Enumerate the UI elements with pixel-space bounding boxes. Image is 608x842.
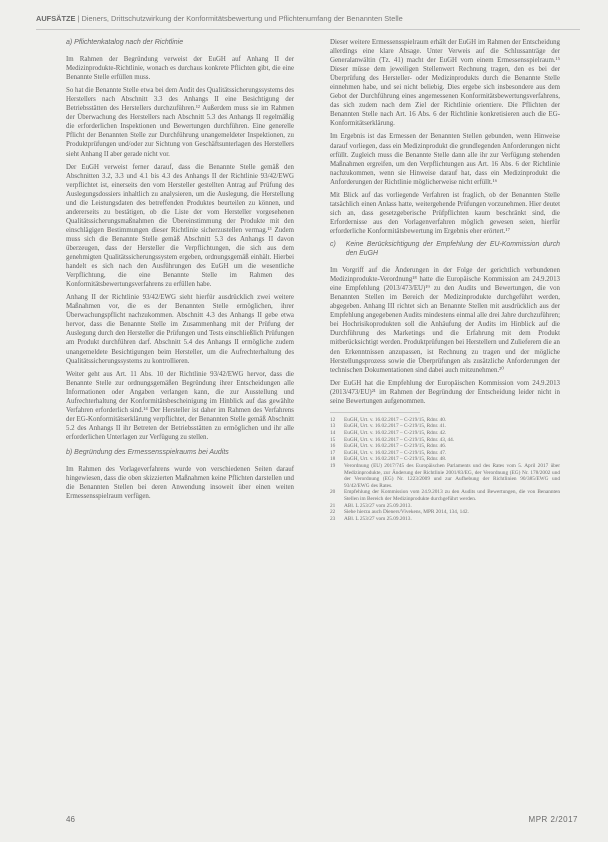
footnote-number: 20 bbox=[330, 489, 336, 496]
section-heading-b: b) Begründung des Ermessensspielraums bei Audits bbox=[66, 448, 229, 456]
right-column bbox=[330, 38, 560, 522]
left-column bbox=[66, 38, 294, 505]
footnote bbox=[330, 443, 560, 450]
journal-label: MPR 2/2017 bbox=[528, 815, 578, 824]
paragraph: Anhang II der Richtlinie 93/42/EWG sieht hierfür ausdrücklich zwei weitere Maßnahmen vor, die es der Benannten Stelle ermöglichen, ihrer Überwachungspflicht nachzukommen. Abschnitt 4.3 des Anhangs II gebe etwa hervor, dass die Benannte Stelle im Zusammenhang mit der Prüfung der Auslegung durch den Hersteller die Prüfungen und Tests einschließlich Prüfungen am Produkt durchführen darf. Abschnitt 5.4 des Anhangs II ermögliche zudem unangemeldete Besichtigungen beim Hersteller, um die Aufrechterhaltung des Qualitätssicherungssystems zu kontrollieren. bbox=[66, 294, 294, 365]
header-rule bbox=[36, 29, 580, 30]
footnote bbox=[330, 503, 560, 510]
paragraph: So hat die Benannte Stelle etwa bei dem Audit des Qualitätssicherungssystems des Herstellers nach Abschnitt 3.3 des Anhangs II eine Besichtigung der Betriebsstätten des Herstellers durchzuführen.¹² Außerdem muss sie im Rahmen der Überwachung des Herstellers nach Abschnitt 5.3 des Anhangs II regelmäßig die erforderlichen Inspektionen und Bewertungen durchführen. Eine generelle Pflicht der Benannten Stelle zur Durchführung unangemeldeter Inspektionen, zu Produktprüfungen und/oder zur Sichtung von Geschäftsunterlagen des Herstellers sieht Anhang II aber gerade nicht vor. bbox=[66, 87, 294, 158]
footnote bbox=[330, 450, 560, 457]
footnote-number: 15 bbox=[330, 436, 336, 443]
paragraph: Der EuGH verweist ferner darauf, dass die Benannte Stelle gemäß den Abschnitten 3.2, 3.3 und 4.1 bis 4.3 des Anhangs II der Richtlinie 93/42/EWG verpflichtet ist, einerseits den vom Hersteller gestellten Antrag auf Prüfung des Auslegungsdossiers inhaltlich zu analysieren, um die Auslegung, die Herstellung und die Leistungsdaten des betreffenden Produktes beurteilen zu können, und andererseits zu bestätigen, ob die Liste der vom Hersteller vorgesehenen Qualitätssicherungsmaßnahmen die Übereinstimmung der Produkte mit den einschlägigen Bestimmungen dieser Richtlinie sicherzustellen vermag.¹³ Zudem muss sich die Benannte Stelle gemäß Abschnitt 5.3 des Anhangs II davon überzeugen, dass der Hersteller die Verpflichtungen, die sich aus dem genehmigten Qualitätssicherungssystem ergeben, ordnungsgemäß einhält. Hierbei handelt es sich nach den Ausführungen des EuGH um die wesentliche Verpflichtung, die eine Benannte Stelle im Rahmen des Konformitätsbewertungsverfahrens zu erfüllen habe. bbox=[66, 163, 294, 289]
paragraph: Weiter geht aus Art. 11 Abs. 10 der Richtlinie 93/42/EWG hervor, dass die Benannte Stelle zur ordnungsgemäßen Begründung ihrer Entscheidungen alle Informationen oder Angaben verlangen kann, die zur Ausstellung und Aufrechterhaltung der Konformitätsbescheinigung im Hinblick auf das gewählte Verfahren erforderlich sind.¹⁴ Der Hersteller ist daher im Rahmen des Verfahrens der EG-Konformitätserklärung verpflichtet, der Benannten Stelle gemäß Abschnitt 5.2 des Anhangs II ihr Betreten der Betriebsstätten zu ermöglichen und ihr alle erforderlichen Unterlagen zur Verfügung zu stellen. bbox=[66, 370, 294, 441]
paragraph: Mit Blick auf das vorliegende Verfahren ist fraglich, ob der Benannten Stelle tatsächlich einen Anlass hatte, weitergehende Prüfungen vorzunehmen. Hier deutet sich an, dass gesetzgeberische Prüfpflichten kaum beschränkt sind, die Erfordernisse aus den Vorlagenverfahren möglich gewesen seien, hierfür erforderliche Konformitätsbewertung im Ergebnis eher erörtert.¹⁷ bbox=[330, 191, 560, 235]
footnote bbox=[330, 489, 560, 502]
footnote-text: EuGH, Urt. v. 16.02.2017 – C-219/15, Rdnr. 40. bbox=[344, 416, 447, 423]
header-section-label: AUFSÄTZE bbox=[36, 14, 76, 23]
footnote-text: EuGH, Urt. v. 16.02.2017 – C-219/15, Rdnr. 48. bbox=[344, 456, 447, 463]
footnote-text: EuGH, Urt. v. 16.02.2017 – C-219/15, Rdnr. 43, 44. bbox=[344, 436, 455, 443]
footnote bbox=[330, 430, 560, 437]
paragraph: Im Rahmen der Begründung verweist der EuGH auf Anhang II der Medizinprodukte-Richtlinie, wonach es durchaus konkrete Pflichten gibt, die eine Benannte Stelle erfüllen muss. bbox=[66, 56, 294, 82]
footnote bbox=[330, 516, 560, 523]
footnote bbox=[330, 417, 560, 424]
paragraph: Im Vorgriff auf die Änderungen in der Folge der gerichtlich verbundenen Medizinprodukte-Verordnung¹⁸ hatte die Europäische Kommission am 24.9.2013 eine Empfehlung (2013/473/EU)¹⁹ zu den Audits und Bewertungen, die von Benannten Stellen im Bereich der Medizinprodukte durchgeführt werden, abgegeben. Anhang III richtet sich an Benannte Stellen mit ausdrücklich aus der Empfehlung angegebenen Audits mindestens einmal alle drei Jahre durchzuführen; bei Hochrisikoprodukten soll die Anhäufung der Audits im Hinblick auf die Durchführung des Marketings und die Erfahrung mit dem Produkt mitberücksichtigt werden. Produktprüfungen bei Herstellern und Zulieferern die an den Erkenntnissen anzupassen, ist Rechnung zu tragen und der mögliche Herstellungsprozess sowie die Überprüfungen als zusätzliche Anforderungen der technischen Dokumentationen sind dabei auch mitzunehmen.²⁰ bbox=[330, 267, 560, 374]
footnote-number: 16 bbox=[330, 443, 336, 450]
header-title: Dieners, Drittschutzwirkung der Konformitätsbewertung und Pflichtenumfang der Benannten Stelle bbox=[81, 14, 403, 23]
section-heading-a: a) Pflichtenkatalog nach der Richtlinie bbox=[66, 39, 184, 46]
footnote-number: 18 bbox=[330, 456, 336, 463]
page-number: 46 bbox=[66, 815, 75, 824]
footnote bbox=[330, 509, 560, 516]
running-header: AUFSÄTZE | Dieners, Drittschutzwirkung der Konformitätsbewertung und Pflichtenumfang der Benannten Stelle bbox=[36, 14, 403, 23]
footnote-rule bbox=[330, 412, 420, 413]
footnotes bbox=[330, 417, 560, 523]
paragraph: Dieser weitere Ermessensspielraum erhält der EuGH im Rahmen der Entscheidung allerdings eine klare Absage. Unter Verweis auf die Schlussanträge der Generalanwältin (Tz. 41) macht der EuGH vorn einem Ermessensspielraum.¹⁵ Dieser müsse dem jeweiligen Stellenwert Rechnung tragen, den es bei der Überprüfung des Hersteller- oder Medizinprodukts durch die Benannte Stelle einnehmen habe, und sei nicht beliebig. Dies ergebe sich insbesondere aus dem Gebot der Durchführung eines angemessenen Konformitätsbewertungsverfahrens, das sich zudem nach dem Ziel der Richtlinie orientiere. Die Pflichten der Benannten Stelle nach Art. 16 Abs. 6 der Richtlinie konkretisieren auch die EG-Konformitätserklärung. bbox=[330, 39, 560, 128]
section-heading-c-text: Keine Berücksichtigung der Empfehlung der EU-Kommission durch den EuGH bbox=[345, 240, 560, 258]
footnote-text: Empfehlung der Kommission vom 24.9.2013 zu den Audits und Bewertungen, die von Benannten Stellen im Bereich der Medizinprodukte durchgeführt werden. bbox=[344, 489, 560, 502]
paragraph: Im Rahmen des Vorlageverfahrens wurde von verschiedenen Seiten darauf hingewiesen, dass die oben skizzierten Maßnahmen keine Pflichten darstellen und die Benannten Stellen bei deren Anwendung insoweit über einen weiten Ermessensspielraum verfügen. bbox=[66, 466, 294, 501]
section-heading-c-number: c) bbox=[330, 240, 336, 248]
footnote-text: EuGH, Urt. v. 16.02.2017 – C-219/15, Rdnr. 42. bbox=[344, 429, 447, 436]
footnote-text: ABl. L 253/27 vom 25.09.2013. bbox=[344, 515, 412, 522]
footnote-number: 17 bbox=[330, 449, 336, 456]
footnote bbox=[330, 456, 560, 463]
footnote bbox=[330, 423, 560, 430]
footnote-text: Siehe hierzu auch Dieners/Vivekens, MPR 2014, 134, 142. bbox=[344, 509, 469, 516]
footnote-text: EuGH, Urt. v. 16.02.2017 – C-219/15, Rdnr. 41. bbox=[344, 423, 447, 430]
footnote-text: ABl. L 253/27 vom 25.09.2013. bbox=[344, 502, 412, 509]
footnote-number: 13 bbox=[330, 423, 336, 430]
footnote-number: 14 bbox=[330, 429, 336, 436]
footnote-number: 22 bbox=[330, 509, 336, 516]
footnote-number: 12 bbox=[330, 416, 336, 423]
footnote-text: EuGH, Urt. v. 16.02.2017 – C-219/15, Rdnr. 47. bbox=[344, 449, 447, 456]
paragraph: Im Ergebnis ist das Ermessen der Benannten Stellen gebunden, wenn Hinweise darauf vorliegen, dass ein Medizinprodukt die grundlegenden Anforderungen nicht erfüllt. Zugleich muss die Benannte Stelle dann alle ihr zur Verfügung stehenden Maßnahmen ergreifen, um den Verpflichtungen aus Art. 16 Abs. 6 der Richtlinie nachzukommen, wenn sie Hinweise darauf hat, dass ein Medizinprodukt die Anforderungen der Richtlinie möglicherweise nicht erfüllt.¹⁶ bbox=[330, 133, 560, 186]
footnote bbox=[330, 463, 560, 489]
footnote-text: Verordnung (EU) 2017/745 des Europäischen Parlaments und des Rates vom 5. April 2017 über Medizinprodukte, zur Änderung der Richtlinie 2001/83/EG, der Verordnung (EG) Nr. 178/2002 und der Verordnung (EG) Nr. 1223/2009 und zur Aufhebung der Richtlinien 90/385/EWG und 93/42/EWG des Rates. bbox=[344, 462, 560, 489]
paragraph: Der EuGH hat die Empfehlung der Europäischen Kommission vom 24.9.2013 (2013/473/EU)²¹ im Rahmen der Begründung der Entscheidung leider nicht in seine Bewertungen aufgenommen. bbox=[330, 379, 560, 405]
footnote-number: 23 bbox=[330, 515, 336, 522]
footnote bbox=[330, 437, 560, 444]
section-heading-c bbox=[330, 240, 560, 258]
footnote-number: 21 bbox=[330, 502, 336, 509]
footnote-number: 19 bbox=[330, 462, 336, 469]
footnote-text: EuGH, Urt. v. 16.02.2017 – C-219/15, Rdnr. 46. bbox=[344, 443, 447, 450]
